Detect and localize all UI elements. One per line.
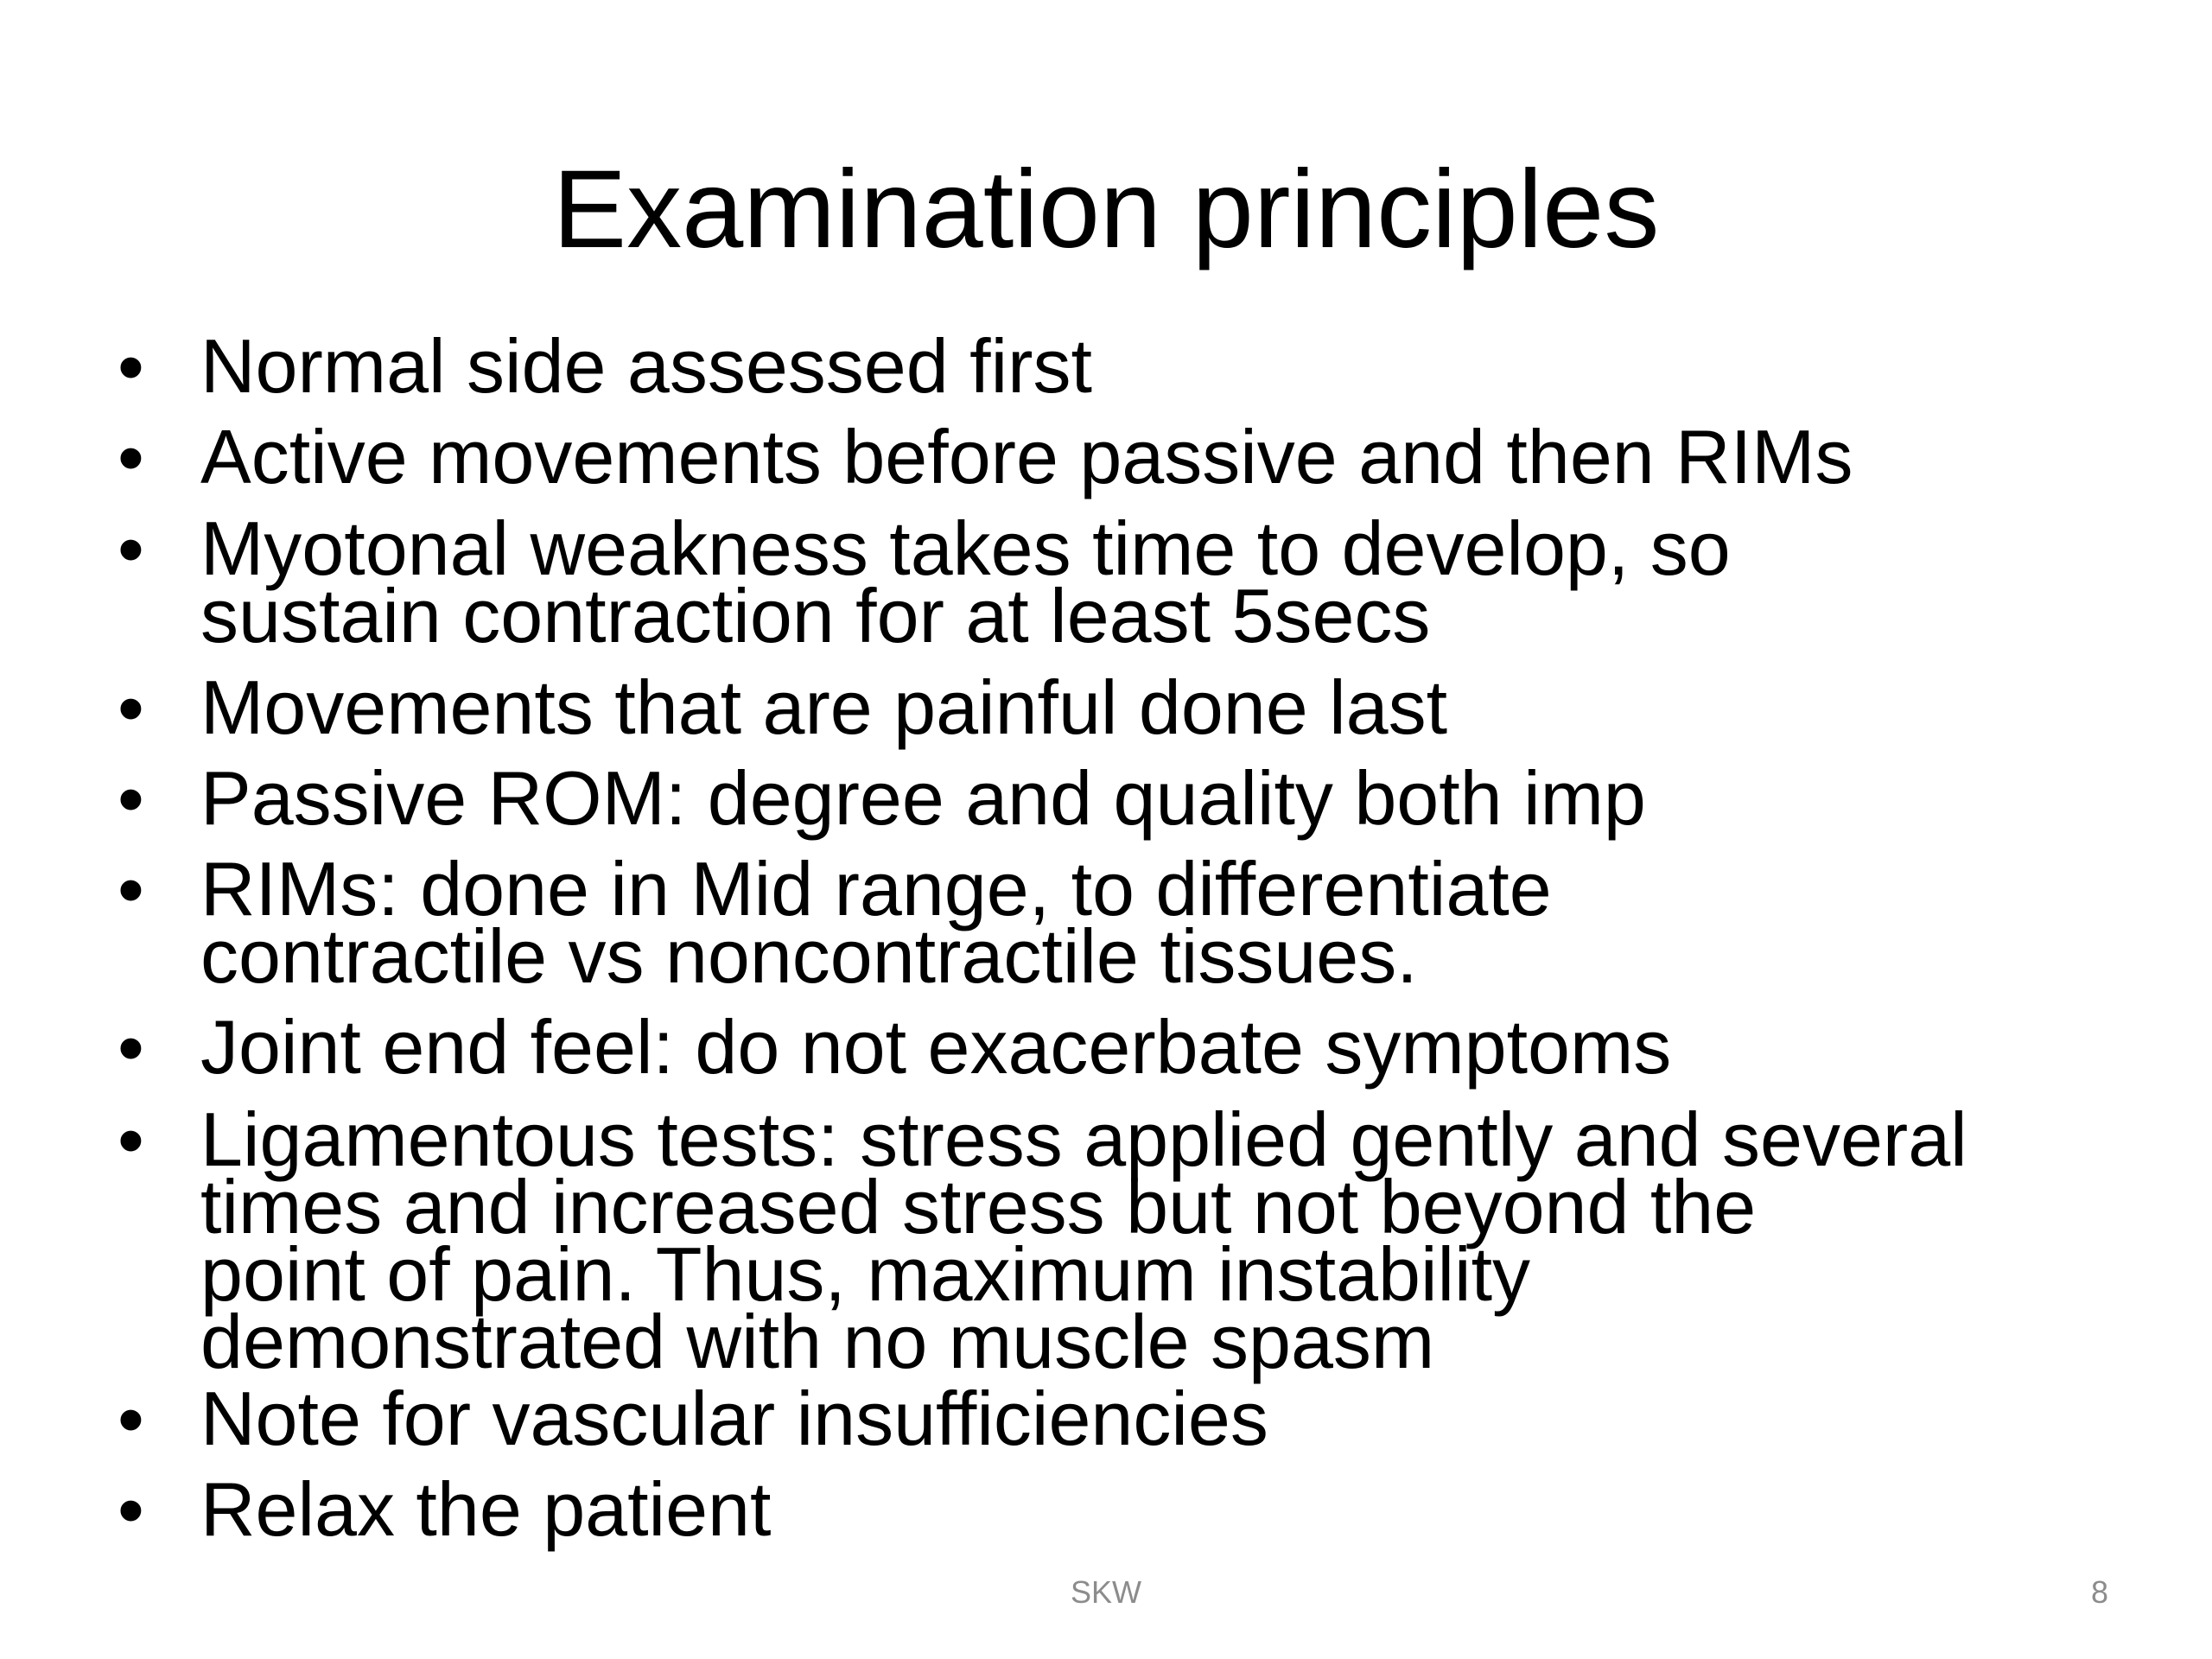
bullet-text: Normal side assessed first: [200, 323, 1092, 409]
bullet-text: Active movements before passive and then RIMs: [200, 414, 1853, 499]
bullet-text: Passive ROM: degree and quality both imp: [200, 755, 1646, 841]
bullet-marker: •: [118, 415, 144, 500]
bullet-marker: •: [118, 324, 144, 410]
bullet-marker: •: [118, 506, 144, 592]
bullet-marker: •: [118, 847, 144, 932]
footer-author: SKW: [1070, 1574, 1141, 1610]
bullet-text: Myotonal weakness takes time to develop, so sustain contraction for at least 5secs: [200, 505, 1731, 658]
bullet-marker: •: [118, 1097, 144, 1183]
slide-title: Examination principles: [552, 148, 1660, 271]
bullet-marker: •: [118, 665, 144, 751]
bullet-text: RIMs: done in Mid range, to differentiate contractile vs noncontractile tissues.: [200, 846, 1552, 999]
bullet-marker: •: [118, 1376, 144, 1462]
bullet-text: Joint end feel: do not exacerbate symptoms: [200, 1004, 1672, 1090]
bullet-marker: •: [118, 1467, 144, 1553]
bullet-text: Movements that are painful done last: [200, 664, 1448, 750]
bullet-text: Relax the patient: [200, 1466, 772, 1552]
bullet-text: Ligamentous tests: stress applied gently and several times and increased stress but not beyond the point of pain. Thus, maximum instability demonstrated with no muscle spasm: [200, 1096, 1967, 1384]
bullet-marker: •: [118, 756, 144, 842]
bullet-marker: •: [118, 1005, 144, 1090]
bullet-text: Note for vascular insufficiencies: [200, 1376, 1268, 1461]
page-number: 8: [2090, 1574, 2108, 1610]
